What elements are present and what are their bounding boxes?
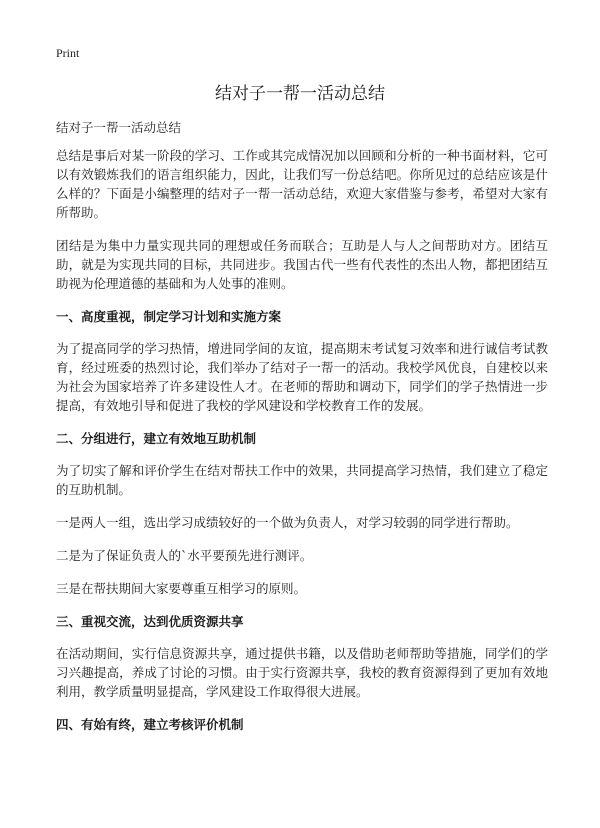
section-heading: 一、高度重视，制定学习计划和实施方案 (56, 309, 282, 324)
intro-paragraph: 团结是为集中力量实现共同的理想或任务而联合；互助是人与人之间帮助对方。团结互助，就是为实现共同的目标，共同进步。我国古代一些有代表性的杰出人物，都把团结互助视为伦理道德的基础和为人处事的准则。 (56, 238, 548, 291)
section-paragraph: 在活动期间，实行信息资源共享，通过提供书籍，以及借助老师帮助等措施，同学们的学习兴趣提高，养成了讨论的习惯。由于实行资源共享，我校的教育资源得到了更加有效地利用，教学质量明显提高，学风建设工作取得很大进展。 (56, 646, 548, 699)
section-paragraph: 二是为了保证负责人的`水平要预先进行测评。 (56, 548, 313, 563)
section-heading: 三、重视交流，达到优质资源共享 (56, 614, 244, 629)
intro-paragraph: 总结是事后对某一阶段的学习、工作或其完成情况加以回顾和分析的一种书面材料，它可以有效锻炼我们的语言组织能力，因此，让我们写一份总结吧。你所见过的总结应该是什么样的？下面是小编整理的结对子一帮一活动总结，欢迎大家借鉴与参考，希望对大家有所帮助。 (56, 148, 548, 220)
section-paragraph: 一是两人一组，选出学习成绩较好的一个做为负责人，对学习较弱的同学进行帮助。 (56, 515, 519, 530)
section-paragraph: 三是在帮扶期间大家要尊重互相学习的原则。 (56, 581, 307, 596)
section-heading: 二、分组进行，建立有效地互助机制 (56, 431, 257, 446)
document-subtitle: 结对子一帮一活动总结 (56, 120, 182, 135)
document-body (56, 146, 548, 747)
section-paragraph: 为了提高同学的学习热情，增进同学间的友谊，提高期末考试复习效率和进行诚信考试教育，经过班委的热烈讨论，我们举办了结对子一帮一的活动。我校学风优良，自建校以来为社会为国家培养了许多建设性人才。在老师的帮助和调动下，同学们的学子热情进一步提高，有效地引导和促进了我校的学风建设和学校教育工作的发展。 (56, 341, 548, 413)
print-link[interactable]: Print (56, 46, 80, 60)
document-title: 结对子一帮一活动总结 (215, 84, 385, 104)
section-paragraph: 为了切实了解和评价学生在结对帮扶工作中的效果，共同提高学习热情，我们建立了稳定的互助机制。 (56, 463, 548, 497)
section-heading: 四、有始有终，建立考核评价机制 (56, 717, 244, 732)
